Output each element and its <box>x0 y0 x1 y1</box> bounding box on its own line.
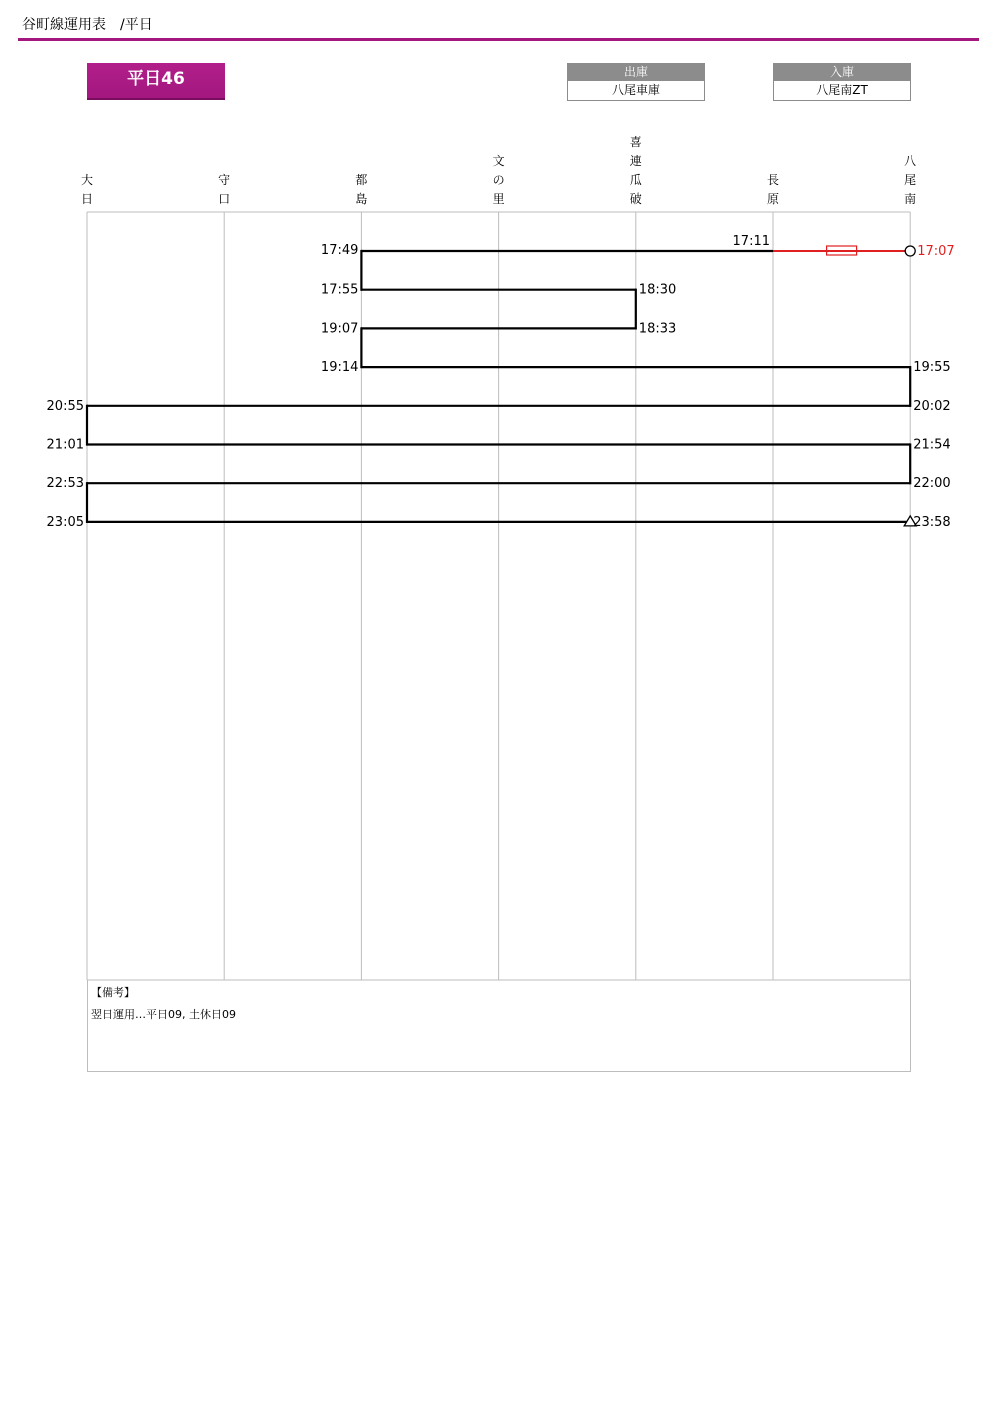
time-label-left: 20:55 <box>46 398 84 414</box>
time-label-right: 22:00 <box>913 476 951 492</box>
time-label-right: 19:55 <box>913 360 951 376</box>
time-label-left: 19:14 <box>320 360 359 376</box>
time-label-right: 20:02 <box>913 398 951 414</box>
time-label-left: 21:01 <box>46 437 84 453</box>
remarks-title: 【備考】 <box>91 986 135 999</box>
time-label-left: 23:05 <box>46 514 84 530</box>
time-label-left: 19:07 <box>320 321 359 337</box>
remarks-box <box>87 980 911 1072</box>
depart-depot-value: 八尾車庫 <box>567 81 705 101</box>
station-name: 守口 <box>218 173 231 206</box>
time-labels <box>47 234 955 530</box>
departure-time-label: 17:11 <box>732 234 770 249</box>
station-grid <box>87 212 910 980</box>
time-label-right: 23:58 <box>913 514 951 530</box>
depart-depot-label: 出庫 <box>567 63 705 81</box>
station-name: 大日 <box>80 173 93 206</box>
time-label-right: 18:33 <box>638 321 677 337</box>
time-label-right: 18:30 <box>638 282 677 298</box>
page-title: 谷町線運用表 /平日 <box>22 17 153 33</box>
run-number-badge: 平日46 <box>87 63 225 100</box>
run-path <box>87 246 916 526</box>
time-label-left: 22:53 <box>46 476 84 492</box>
start-circle-icon <box>905 246 915 256</box>
station-name: 喜連瓜破 <box>629 135 642 206</box>
station-name: 都島 <box>355 173 368 206</box>
arrive-depot-label: 入庫 <box>773 63 911 81</box>
deadhead-time-label: 17:07 <box>917 244 955 259</box>
station-name: 文の里 <box>492 154 505 206</box>
time-label-left: 17:55 <box>320 282 359 298</box>
arrival-time-label: 17:49 <box>320 243 359 258</box>
station-name: 八尾南 <box>904 154 917 206</box>
station-name: 長原 <box>766 173 779 206</box>
arrive-depot-value: 八尾南ZT <box>773 81 911 101</box>
remarks-text: 翌日運用…平日09, 土休日09 <box>91 1008 236 1021</box>
time-label-right: 21:54 <box>913 437 951 453</box>
